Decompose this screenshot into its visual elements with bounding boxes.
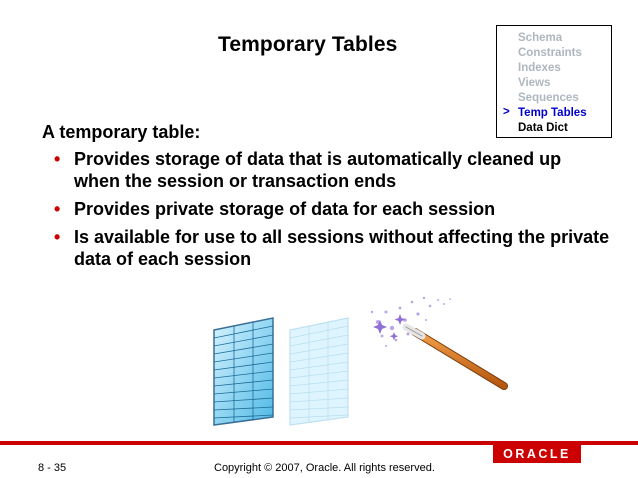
bullet-text: Is available for use to all sessions without affecting the private data of each session (74, 227, 610, 269)
intro-text: A temporary table: (42, 122, 201, 142)
bullet-dot-icon: • (54, 199, 61, 219)
nav-item-indexes: Indexes (518, 62, 561, 74)
nav-item-data-dict: Data Dict (518, 122, 568, 134)
bullet-item (52, 148, 612, 192)
bullet-item (52, 198, 612, 220)
bullet-dot-icon: • (54, 227, 61, 247)
bullet-dot-icon: • (54, 149, 61, 169)
faded-table-grid-icon (290, 318, 348, 425)
bullet-item (52, 226, 612, 270)
bullet-text: Provides private storage of data for each session (74, 199, 496, 219)
nav-item-sequences: Sequences (518, 92, 579, 104)
page-number: 8 - 35 (38, 462, 67, 474)
nav-item-temp-tables: Temp Tables (518, 107, 587, 119)
table-grid-icon (214, 318, 273, 425)
bullet-text: Provides storage of data that is automatically cleaned up when the session or transaction ends (74, 149, 562, 191)
bullet-list (52, 148, 612, 276)
magic-wand-icon (371, 297, 504, 386)
current-topic-marker: > (503, 106, 510, 118)
oracle-logo: ORACLE (493, 445, 581, 463)
nav-item-schema: Schema (518, 32, 563, 44)
nav-item-constraints: Constraints (518, 47, 582, 59)
nav-item-views: Views (518, 77, 551, 89)
page-title: Temporary Tables (218, 33, 398, 56)
illustration (200, 290, 520, 430)
copyright-text: Copyright © 2007, Oracle. All rights reserved. (214, 462, 435, 474)
topic-navigation-box (496, 25, 612, 138)
